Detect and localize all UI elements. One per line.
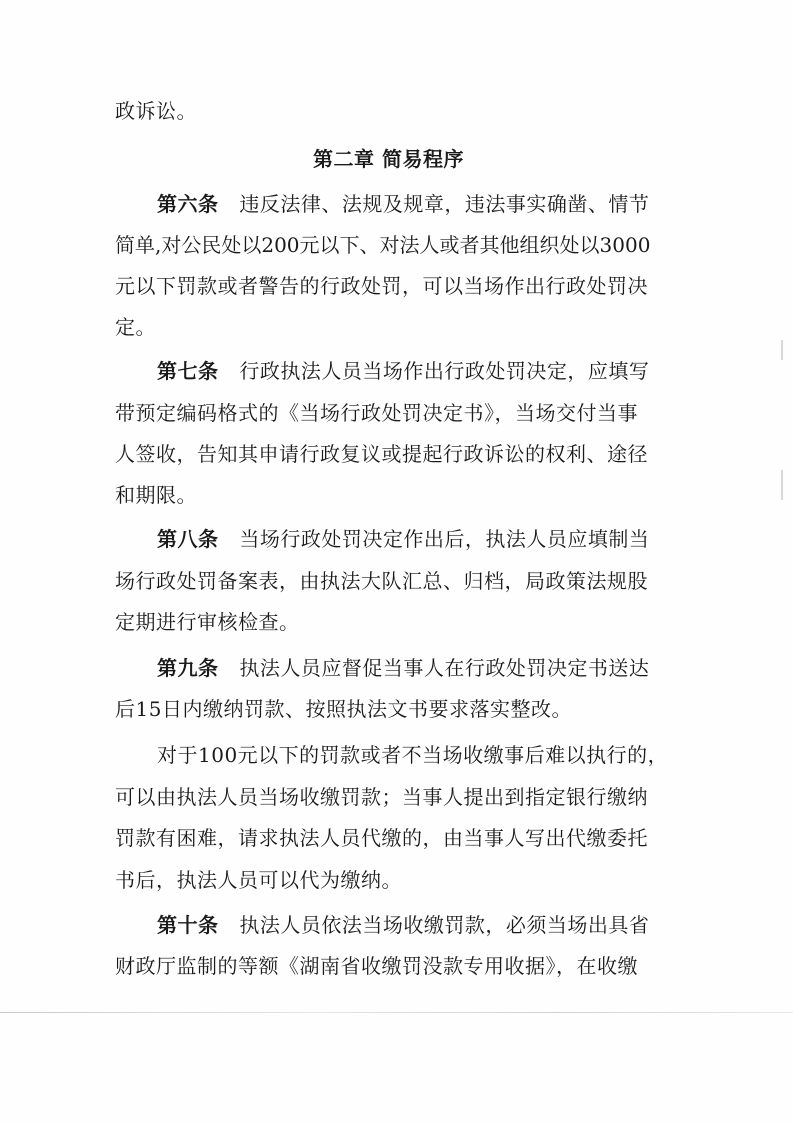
article-8-text-1: 当场行政处罚决定作出后，执法人员应填制当 xyxy=(239,527,650,551)
article-9-line-1 xyxy=(157,654,649,682)
article-10-line-2: 财政厅监制的等额《湖南省收缴罚没款专用收据》，在收缴 xyxy=(115,954,638,978)
article-6-line-1 xyxy=(157,190,649,218)
article-10-text-1: 执法人员依法当场收缴罚款，必须当场出具省 xyxy=(239,913,650,937)
paragraph-line-4: 书后，执法人员可以代为缴纳。 xyxy=(115,868,402,892)
chapter-title: 第二章 简易程序 xyxy=(313,147,464,171)
article-8-line-3: 定期进行审核检查。 xyxy=(115,610,300,634)
article-8-line-2: 场行政处罚备案表，由执法大队汇总、归档，局政策法规股 xyxy=(115,569,648,593)
article-6-line-4: 定。 xyxy=(115,315,156,339)
article-9-text-1: 执法人员应督促当事人在行政处罚决定书送达 xyxy=(239,656,650,680)
scan-edge-mark xyxy=(781,340,783,360)
article-9-line-2: 后15日内缴纳罚款、按照执法文书要求落实整改。 xyxy=(115,697,572,721)
scan-edge-mark xyxy=(781,470,783,500)
paragraph-line-1: 对于100元以下的罚款或者不当场收缴事后难以执行的， xyxy=(157,743,669,767)
article-10-label: 第十条 xyxy=(157,913,219,937)
article-6-label: 第六条 xyxy=(157,192,219,216)
article-8-label: 第八条 xyxy=(157,527,219,551)
article-6-text-1: 违反法律、法规及规章，违法事实确凿、情节 xyxy=(239,192,650,216)
article-10-line-1 xyxy=(157,911,649,939)
article-7-line-3: 人签收，告知其申请行政复议或提起行政诉讼的权利、途径 xyxy=(115,442,648,466)
article-8-line-1 xyxy=(157,525,649,553)
article-7-line-4: 和期限。 xyxy=(115,483,197,507)
paragraph-line-2: 可以由执法人员当场收缴罚款；当事人提出到指定银行缴纳 xyxy=(115,785,648,809)
article-7-label: 第七条 xyxy=(157,359,219,383)
article-7-line-2: 带预定编码格式的《当场行政处罚决定书》，当场交付当事 xyxy=(115,401,638,425)
article-7-line-1 xyxy=(157,357,649,385)
carry-over-text: 政诉讼。 xyxy=(115,99,197,123)
article-7-text-1: 行政执法人员当场作出行政处罚决定，应填写 xyxy=(239,359,650,383)
article-9-label: 第九条 xyxy=(157,656,219,680)
article-6-line-3: 元以下罚款或者警告的行政处罚，可以当场作出行政处罚决 xyxy=(115,274,648,298)
article-6-line-2: 简单,对公民处以200元以下、对法人或者其他组织处以3000 xyxy=(115,233,651,257)
paragraph-line-3: 罚款有困难，请求执法人员代缴的，由当事人写出代缴委托 xyxy=(115,826,648,850)
scan-fold-line xyxy=(0,1012,793,1013)
